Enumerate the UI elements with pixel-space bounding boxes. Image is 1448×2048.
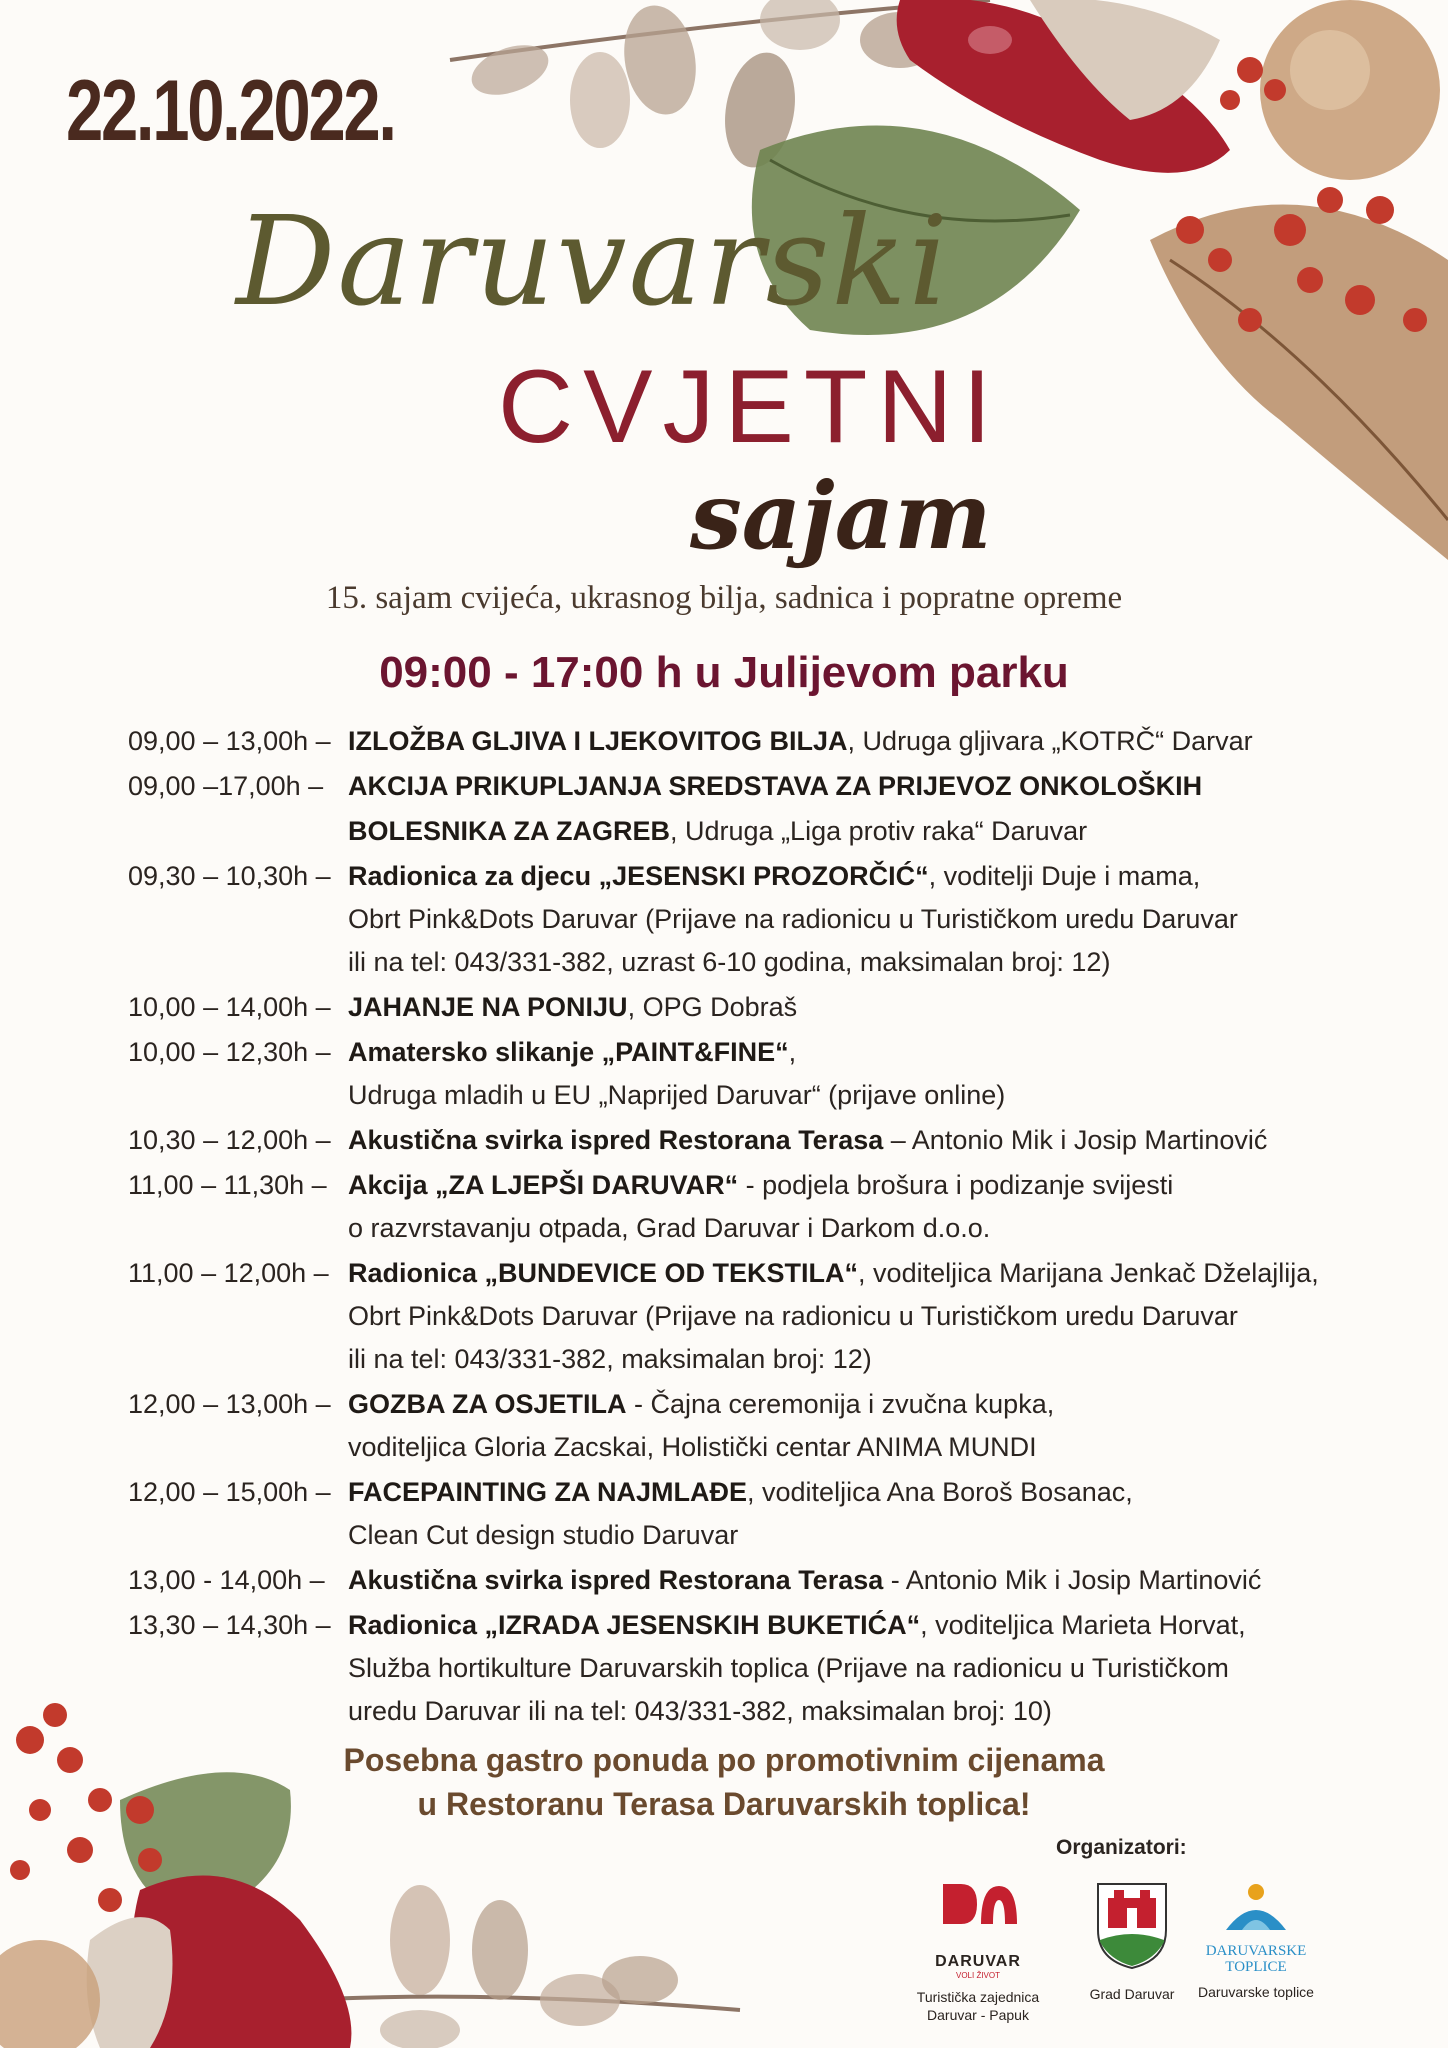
schedule-description	[348, 1031, 1428, 1117]
schedule-row	[128, 1471, 1428, 1557]
schedule-description	[348, 1383, 1428, 1469]
gastro-offer	[0, 1738, 1448, 1826]
schedule-detail: , Udruga „Liga protiv raka“ Daruvar	[670, 816, 1088, 846]
schedule-row	[128, 1031, 1428, 1117]
schedule-line	[348, 765, 1428, 808]
schedule-continuation-line: Obrt Pink&Dots Daruvar (Prijave na radionicu u Turističkom uredu Daruvar	[348, 904, 1238, 934]
schedule-detail: , voditeljica Marijana Jenkač Dželajlija,	[858, 1258, 1319, 1288]
schedule-row	[128, 1119, 1428, 1162]
schedule-row	[128, 1252, 1428, 1381]
schedule-detail: , Udruga gljivara „KOTRČ“ Darvar	[847, 726, 1253, 756]
subtitle: 15. sajam cvijeća, ukrasnog bilja, sadnica i popratne opreme	[325, 580, 1123, 616]
time-and-place: 09:00 - 17:00 h u Julijevom parku	[379, 648, 1069, 697]
schedule-row	[128, 1383, 1428, 1469]
schedule-line	[348, 986, 1428, 1029]
organizer-grad-daruvar	[1062, 1880, 1202, 2003]
toplice-logo-sub: TOPLICE	[1225, 1959, 1287, 1975]
schedule-continuation-line: Udruga mladih u EU „Naprijed Daruvar“ (prijave online)	[348, 1080, 1006, 1110]
grad-caption: Grad Daruvar	[1089, 1986, 1175, 2002]
schedule-detail: , voditeljica Ana Boroš Bosanac,	[747, 1477, 1133, 1507]
schedule-activity: FACEPAINTING ZA NAJMLAĐE	[348, 1477, 748, 1507]
schedule-description	[348, 986, 1428, 1029]
schedule-continuation-line: Obrt Pink&Dots Daruvar (Prijave na radionicu u Turističkom uredu Daruvar	[348, 1301, 1238, 1331]
schedule-time: 12,00 – 15,00h –	[128, 1477, 331, 1507]
schedule-line	[348, 855, 1428, 898]
organizer-daruvarske-toplice	[1186, 1880, 1326, 2001]
schedule-continuation-line: Clean Cut design studio Daruvar	[348, 1520, 739, 1550]
tz-logo-sub: VOLI ŽIVOT	[955, 1971, 1000, 1980]
schedule-continuation-line: Služba hortikulture Daruvarskih toplica (Prijave na radionicu u Turističkom	[348, 1653, 1229, 1683]
schedule-description	[348, 1164, 1428, 1250]
schedule-continuation-line: voditeljica Gloria Zacskai, Holistički centar ANIMA MUNDI	[348, 1432, 1037, 1462]
schedule-activity: Akustična svirka ispred Restorana Terasa	[348, 1565, 884, 1595]
schedule-activity: Akustična svirka ispred Restorana Terasa	[348, 1125, 884, 1155]
organizers-label: Organizatori:	[1056, 1836, 1187, 1859]
schedule-row	[128, 1559, 1428, 1602]
schedule-activity: Radionica „BUNDEVICE OD TEKSTILA“	[348, 1258, 859, 1288]
schedule	[128, 720, 1428, 1735]
schedule-row	[128, 1604, 1428, 1733]
event-date: 22.10.2022.	[66, 63, 395, 159]
schedule-detail: ,	[788, 1037, 797, 1067]
daruvarske-toplice-logo	[1216, 1880, 1296, 1940]
schedule-time: 09,30 – 10,30h –	[128, 861, 331, 891]
schedule-activity: BOLESNIKA ZA ZAGREB	[348, 816, 670, 846]
schedule-line	[348, 1559, 1428, 1602]
schedule-detail: , voditeljica Marieta Horvat,	[920, 1610, 1246, 1640]
title-daruvarski: Daruvarski	[236, 190, 951, 334]
gastro-line-2: u Restoranu Terasa Daruvarskih toplica!	[417, 1786, 1031, 1822]
schedule-detail: - podjela brošura i podizanje svijesti	[738, 1170, 1174, 1200]
schedule-detail: , OPG Dobraš	[627, 992, 798, 1022]
schedule-activity: AKCIJA PRIKUPLJANJA SREDSTAVA ZA PRIJEVOZ ONKOLOŠKIH	[348, 771, 1203, 801]
schedule-line	[348, 1252, 1428, 1295]
schedule-line	[348, 720, 1428, 763]
schedule-row	[128, 720, 1428, 763]
schedule-time: 13,30 – 14,30h –	[128, 1610, 331, 1640]
schedule-continuation-line: ili na tel: 043/331-382, maksimalan broj: 12)	[348, 1344, 872, 1374]
schedule-row	[128, 986, 1428, 1029]
schedule-activity: GOZBA ZA OSJETILA	[348, 1389, 627, 1419]
schedule-time: 09,00 –17,00h –	[128, 771, 324, 801]
tz-caption-2: Daruvar - Papuk	[927, 2007, 1029, 2023]
organizer-tz-daruvar	[908, 1880, 1048, 2024]
schedule-description	[348, 1119, 1428, 1162]
toplice-logo-text: DARUVARSKE	[1205, 1943, 1307, 1959]
round-mushroom	[1260, 0, 1440, 180]
schedule-description	[348, 765, 1428, 808]
schedule-activity: Akcija „ZA LJEPŠI DARUVAR“	[348, 1170, 739, 1200]
schedule-row	[128, 810, 1428, 853]
schedule-detail: - Antonio Mik i Josip Martinović	[883, 1565, 1262, 1595]
schedule-activity: Radionica za djecu „JESENSKI PROZORČIĆ“	[348, 861, 929, 891]
schedule-description	[348, 1471, 1428, 1557]
schedule-continuation-line: uredu Daruvar ili na tel: 043/331-382, maksimalan broj: 10)	[348, 1696, 1052, 1726]
schedule-detail: , voditelji Duje i mama,	[928, 861, 1201, 891]
red-mushroom-bottom	[0, 1875, 351, 2048]
schedule-time: 12,00 – 13,00h –	[128, 1389, 331, 1419]
schedule-activity: JAHANJE NA PONIJU	[348, 992, 628, 1022]
schedule-time: 10,00 – 12,30h –	[128, 1037, 331, 1067]
title-sajam: sajam	[690, 462, 992, 570]
schedule-description	[348, 1252, 1428, 1381]
schedule-row	[128, 855, 1428, 984]
gastro-line-1: Posebna gastro ponuda po promotivnim cijenama	[343, 1742, 1105, 1778]
schedule-row	[128, 765, 1428, 808]
schedule-continuation-line: ili na tel: 043/331-382, uzrast 6-10 godina, maksimalan broj: 12)	[348, 947, 1111, 977]
schedule-activity: IZLOŽBA GLJIVA I LJEKOVITOG BILJA	[348, 726, 848, 756]
schedule-line	[348, 1164, 1428, 1207]
schedule-line	[348, 1471, 1428, 1514]
schedule-activity: Radionica „IZRADA JESENSKIH BUKETIĆA“	[348, 1610, 921, 1640]
schedule-description	[348, 855, 1428, 984]
tz-daruvar-logo	[923, 1880, 1033, 1950]
schedule-activity: Amatersko slikanje „PAINT&FINE“	[348, 1037, 789, 1067]
schedule-line	[348, 1031, 1428, 1074]
schedule-time: 10,00 – 14,00h –	[128, 992, 331, 1022]
schedule-row	[128, 1164, 1428, 1250]
schedule-line	[348, 1604, 1428, 1647]
coat-of-arms-icon	[1094, 1880, 1170, 1970]
schedule-description	[348, 1559, 1428, 1602]
schedule-time: 11,00 – 11,30h –	[128, 1170, 327, 1200]
toplice-caption: Daruvarske toplice	[1198, 1984, 1314, 2000]
schedule-detail: – Antonio Mik i Josip Martinović	[883, 1125, 1268, 1155]
schedule-detail: - Čajna ceremonija i zvučna kupka,	[626, 1389, 1055, 1419]
tz-logo-text: DARUVAR	[935, 1953, 1021, 1970]
schedule-continuation-line: o razvrstavanju otpada, Grad Daruvar i Darkom d.o.o.	[348, 1213, 991, 1243]
schedule-line	[348, 1383, 1428, 1426]
schedule-line	[348, 1119, 1428, 1162]
schedule-description	[348, 720, 1428, 763]
schedule-description	[348, 1604, 1428, 1733]
title-cvjetni: CVJETNI	[498, 349, 1002, 465]
schedule-line	[348, 810, 1428, 853]
schedule-time: 10,30 – 12,00h –	[128, 1125, 331, 1155]
brown-leaf	[1150, 204, 1448, 560]
schedule-time: 13,00 - 14,00h –	[128, 1565, 325, 1595]
schedule-time: 11,00 – 12,00h –	[128, 1258, 329, 1288]
schedule-description	[348, 810, 1428, 853]
tz-caption-1: Turistička zajednica	[916, 1989, 1040, 2005]
leaf-branch-bottom	[300, 1885, 740, 2048]
schedule-time: 09,00 – 13,00h –	[128, 726, 331, 756]
